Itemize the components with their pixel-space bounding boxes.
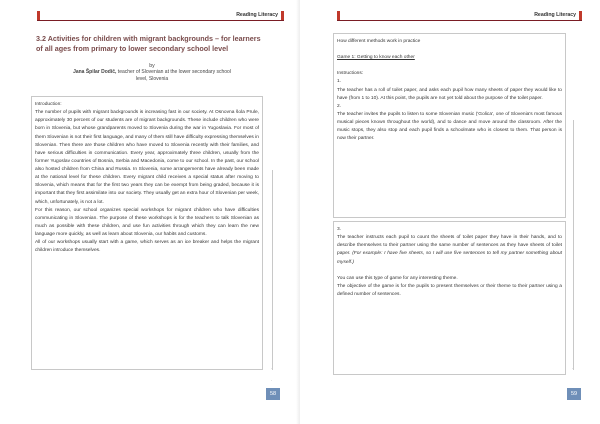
spacer: [337, 62, 562, 70]
header-title: Reading Literacy: [534, 12, 576, 18]
step-3-number: 3.: [337, 227, 342, 232]
intro-paragraph-2: For this reason, our school organizes special workshops for migrant children who have difficulties communicating in Slovenian. The purpose of these workshops is for the teachers to talk Slovenian as much as possible with these children, and use fun activities through which they can learn the new language more quickly, as well as learn about Slovenia, our habits and customs.: [35, 207, 259, 237]
author-role: teacher of Slovenian at the lower secondary school: [116, 69, 231, 75]
note-2: The objective of the game is for the pupils to present themselves or their theme to their partner using a defined number of sentences.: [337, 283, 562, 297]
section-title: 3.2 Activities for children with migrant backgrounds – for learners of all ages from primary to lower secondary school level: [36, 34, 261, 53]
game-title: [337, 54, 562, 62]
author-info: [36, 69, 268, 84]
author-name: Jana Špilar Dodič,: [73, 69, 117, 75]
page-number-left: 58: [266, 388, 280, 400]
header-end-marker: [281, 11, 284, 20]
step-2-number: 2.: [337, 103, 342, 109]
edge-dot: ·: [572, 366, 574, 371]
edge-dot: ·: [271, 366, 273, 371]
step-3-box: [333, 221, 566, 375]
header-end-marker: [579, 11, 582, 20]
step-3-text: [337, 234, 562, 267]
step-1-text: The teacher has a roll of toilet paper, and asks each pupil how many sheets of paper they would like to have (from 1 to 10). At this point, the pupils are not yet told about the purpose of the toilet paper.: [337, 87, 562, 101]
step-2-text: The teacher invites the pupils to listen to some Slovenian music ('Golica', one of Slovenia's most famous musical pieces known throughout the world), and to dance and move around the classroom. After the music stops, they also stop and each pupil finds a schoolmate who is closest to them. That person is now their partner.: [337, 111, 562, 142]
note-1: You can use this type of game for any interesting theme.: [337, 275, 458, 281]
right-page: [300, 0, 600, 424]
methods-box: [333, 33, 566, 218]
step-3-instruction: The teacher instructs each pupil to count the sheets of toilet paper they have in their hands, and to describe themselves to their partner using the same number of sentences as they have sheets of toilet paper.: [337, 235, 562, 257]
page-edge-line: [272, 170, 273, 370]
right-header: [337, 11, 582, 21]
intro-label: Introduction:: [35, 102, 62, 107]
spacer: [337, 46, 562, 54]
spacer: [337, 267, 562, 275]
introduction-box: [31, 96, 263, 370]
step-1-number: 1.: [337, 79, 342, 85]
page-number-right: 59: [567, 388, 581, 400]
step-3-example: (For example: I have five sheets, so I will use five sentences to tell my partner something about myself.): [337, 251, 562, 265]
left-header: [37, 11, 284, 21]
header-marker: [37, 11, 40, 20]
edge-dot: ·: [271, 378, 273, 383]
instructions-label: Instructions:: [337, 71, 364, 77]
page-edge-line: [573, 120, 574, 370]
intro-paragraph-3: All of our workshops usually start with a game, which serves as an ice breaker and helps the migrant children introduce themselves.: [35, 240, 259, 254]
intro-paragraph-1: The number of pupils with migrant backgrounds is increasing fast in our society. At Osnovna šola Prule, approximately 30 percent of our students are of migrant backgrounds. These include children who were born in Slovenia, but whose grandparents moved to Slovenia during the war in Yugoslavia. For most of them Slovenian is not their first language, and many of them still have difficulty expressing themselves in Slovenian. Then there are those children who have moved to Slovenia recently with their families, and have serious difficulties in communication. Every year, approximately three children, usually from the former Yugoslav countries of Bosnia, Serbia and Macedonia, come to our school. In the past, our school also hosted children from China and Russia. In Slovenia, some arrangements have already been made at the national level for these children. Every migrant child receives a special status after moving to Slovenia, which means that for the first two years they can be exempt from being graded, because it is important that they first assimilate into our society. They usually get an extra hour of Slovenian per week, which, unfortunately, is not a lot.: [35, 110, 259, 205]
game-title-text: Game 1: Getting to know each other: [337, 55, 415, 61]
header-marker: [337, 11, 340, 20]
author-location: level, Slovenia: [135, 76, 169, 83]
byline: by: [149, 63, 155, 69]
header-title: Reading Literacy: [236, 12, 278, 18]
methods-heading: How different methods work in practice: [337, 39, 421, 44]
